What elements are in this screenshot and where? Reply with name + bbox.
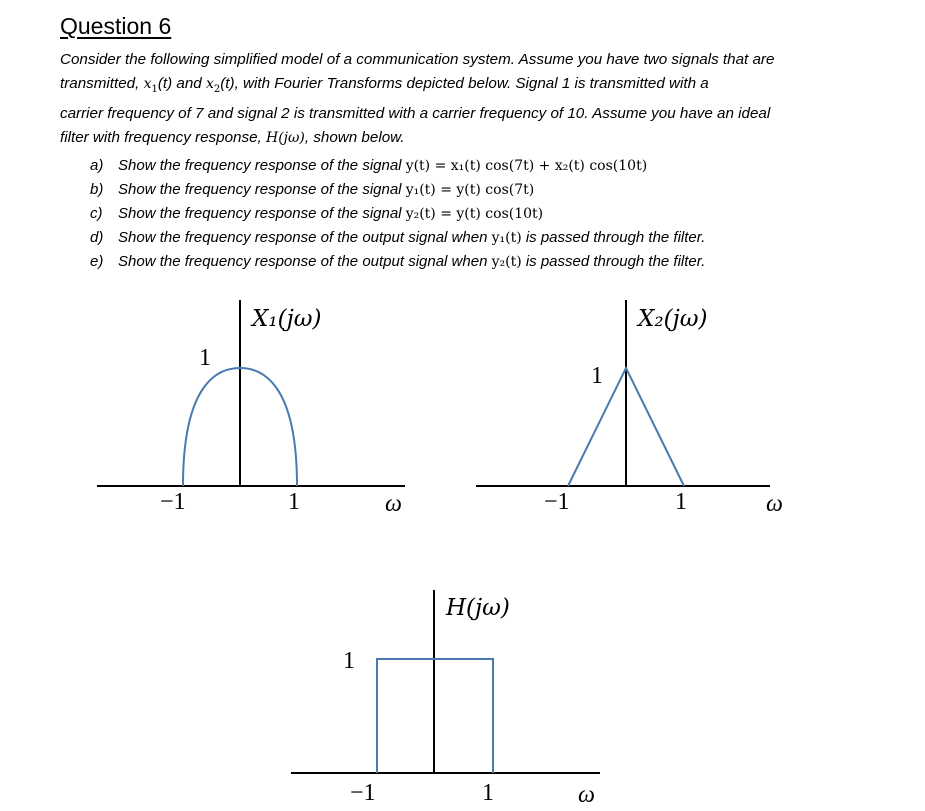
intro-line-3: carrier frequency of 7 and signal 2 is transmitted with a carrier frequency of 10. Assume you have an ideal [60,104,771,122]
x1-neg-tick: −1 [160,489,186,515]
x1-pos-tick: 1 [288,489,300,515]
math-h: H(jω) [265,129,305,146]
intro-line-2c: (t), with Fourier Transforms depicted below. Signal 1 is transmitted with a [220,75,709,92]
h-plot [291,590,600,808]
x2-neg-tick: −1 [544,489,570,515]
question-item-b: b) Show the frequency response of the signal y₁(t) = y(t) cos(7t) [90,181,535,198]
x2-plot [476,300,783,517]
h-peak-label: 1 [343,648,355,674]
question-title: Question 6 [60,13,172,39]
x2-pos-tick: 1 [675,489,687,515]
x2-title: X₂(jω) [638,306,708,332]
x2-peak-label: 1 [591,363,603,389]
x1-plot [97,300,405,517]
intro-line-1: Consider the following simplified model of a communication system. Assume you have two signals that are [60,51,775,68]
math-x2: $x_2$ [205,76,221,95]
question-item-c: c) Show the frequency response of the signal y₂(t) = y(t) cos(10t) [90,205,544,222]
h-neg-tick: −1 [350,780,376,806]
question-item-d: d) Show the frequency response of the output signal when y₁(t) is passed through the filter. [90,229,706,246]
x1-peak-label: 1 [199,345,211,371]
math-x1: $x_1$ [143,76,158,95]
h-title: H(jω) [446,595,510,621]
h-omega-label: ω [578,782,595,808]
intro-line-4: filter with frequency response, H(jω), shown below. [60,128,405,146]
intro-line-2a: transmitted, [60,75,144,92]
x1-omega-label: ω [385,491,402,517]
h-pos-tick: 1 [482,780,494,806]
intro-line-2b: (t) and [157,75,206,92]
question-item-e: e) Show the frequency response of the output signal when y₂(t) is passed through the filter. [90,253,706,270]
x1-title: X₁(jω) [252,306,322,332]
x2-omega-label: ω [766,491,783,517]
question-item-a: a) Show the frequency response of the signal y(t) = x₁(t) cos(7t) + x₂(t) cos(10t) [90,157,648,174]
